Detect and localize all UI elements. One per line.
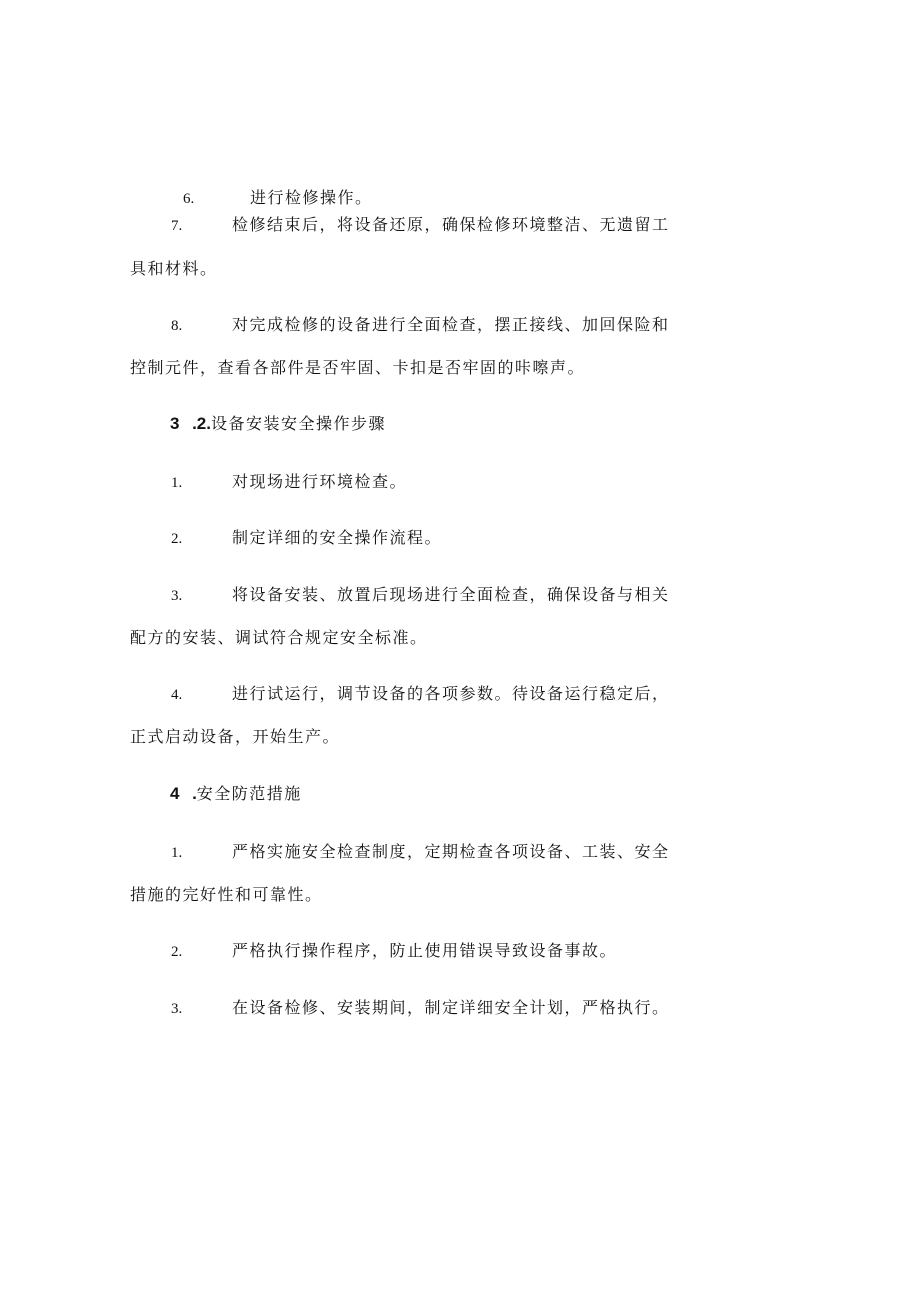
item-7-number: 7.	[171, 218, 183, 234]
section-4-heading	[170, 784, 302, 804]
list-item-number: 3.	[171, 1001, 183, 1017]
list-item-number: 3.	[171, 588, 183, 604]
list-item-text-line1: 严格实施安全检查制度，定期检查各项设备、工装、安全	[232, 842, 670, 861]
item-6-number: 6.	[183, 191, 195, 207]
item-8-text-line2: 控制元件，查看各部件是否牢固、卡扣是否牢固的咔嚓声。	[130, 358, 586, 377]
list-item-text: 制定详细的安全操作流程。	[232, 528, 443, 547]
section-3-2-heading	[170, 414, 386, 434]
section-3-2-number-minor: .2.	[192, 414, 211, 433]
item-7-text-line2: 具和材料。	[130, 259, 218, 278]
section-3-2-title: 设备安装安全操作步骤	[210, 414, 386, 433]
item-6-text: 进行检修操作。	[250, 188, 373, 207]
list-item-number: 4.	[171, 687, 183, 703]
list-item-text-line2: 措施的完好性和可靠性。	[130, 885, 323, 904]
item-8-text-line1: 对完成检修的设备进行全面检查，摆正接线、加回保险和	[232, 315, 670, 334]
list-item-number: 2.	[171, 944, 183, 960]
list-item-text-line1: 进行试运行，调节设备的各项参数。待设备运行稳定后，	[232, 684, 670, 703]
list-item-text-line1: 将设备安装、放置后现场进行全面检查，确保设备与相关	[232, 585, 670, 604]
section-4-number-major: 4	[170, 784, 180, 803]
item-7-text-line1: 检修结束后，将设备还原，确保检修环境整洁、无遗留工	[232, 215, 670, 234]
section-4-title: 安全防范措施	[196, 784, 302, 803]
section-3-2-number-major: 3	[170, 414, 180, 433]
list-item-text: 在设备检修、安装期间，制定详细安全计划，严格执行。	[232, 998, 670, 1017]
list-item-number: 1.	[171, 475, 183, 491]
list-item-text-line2: 配方的安装、调试符合规定安全标准。	[130, 628, 428, 647]
list-item-number: 1.	[171, 845, 183, 861]
item-8-number: 8.	[171, 318, 183, 334]
section-4-number-minor: .	[192, 784, 197, 803]
list-item-number: 2.	[171, 531, 183, 547]
list-item-text-line2: 正式启动设备，开始生产。	[130, 727, 341, 746]
list-item-text: 严格执行操作程序，防止使用错误导致设备事故。	[232, 941, 618, 960]
list-item-text: 对现场进行环境检查。	[232, 472, 408, 491]
